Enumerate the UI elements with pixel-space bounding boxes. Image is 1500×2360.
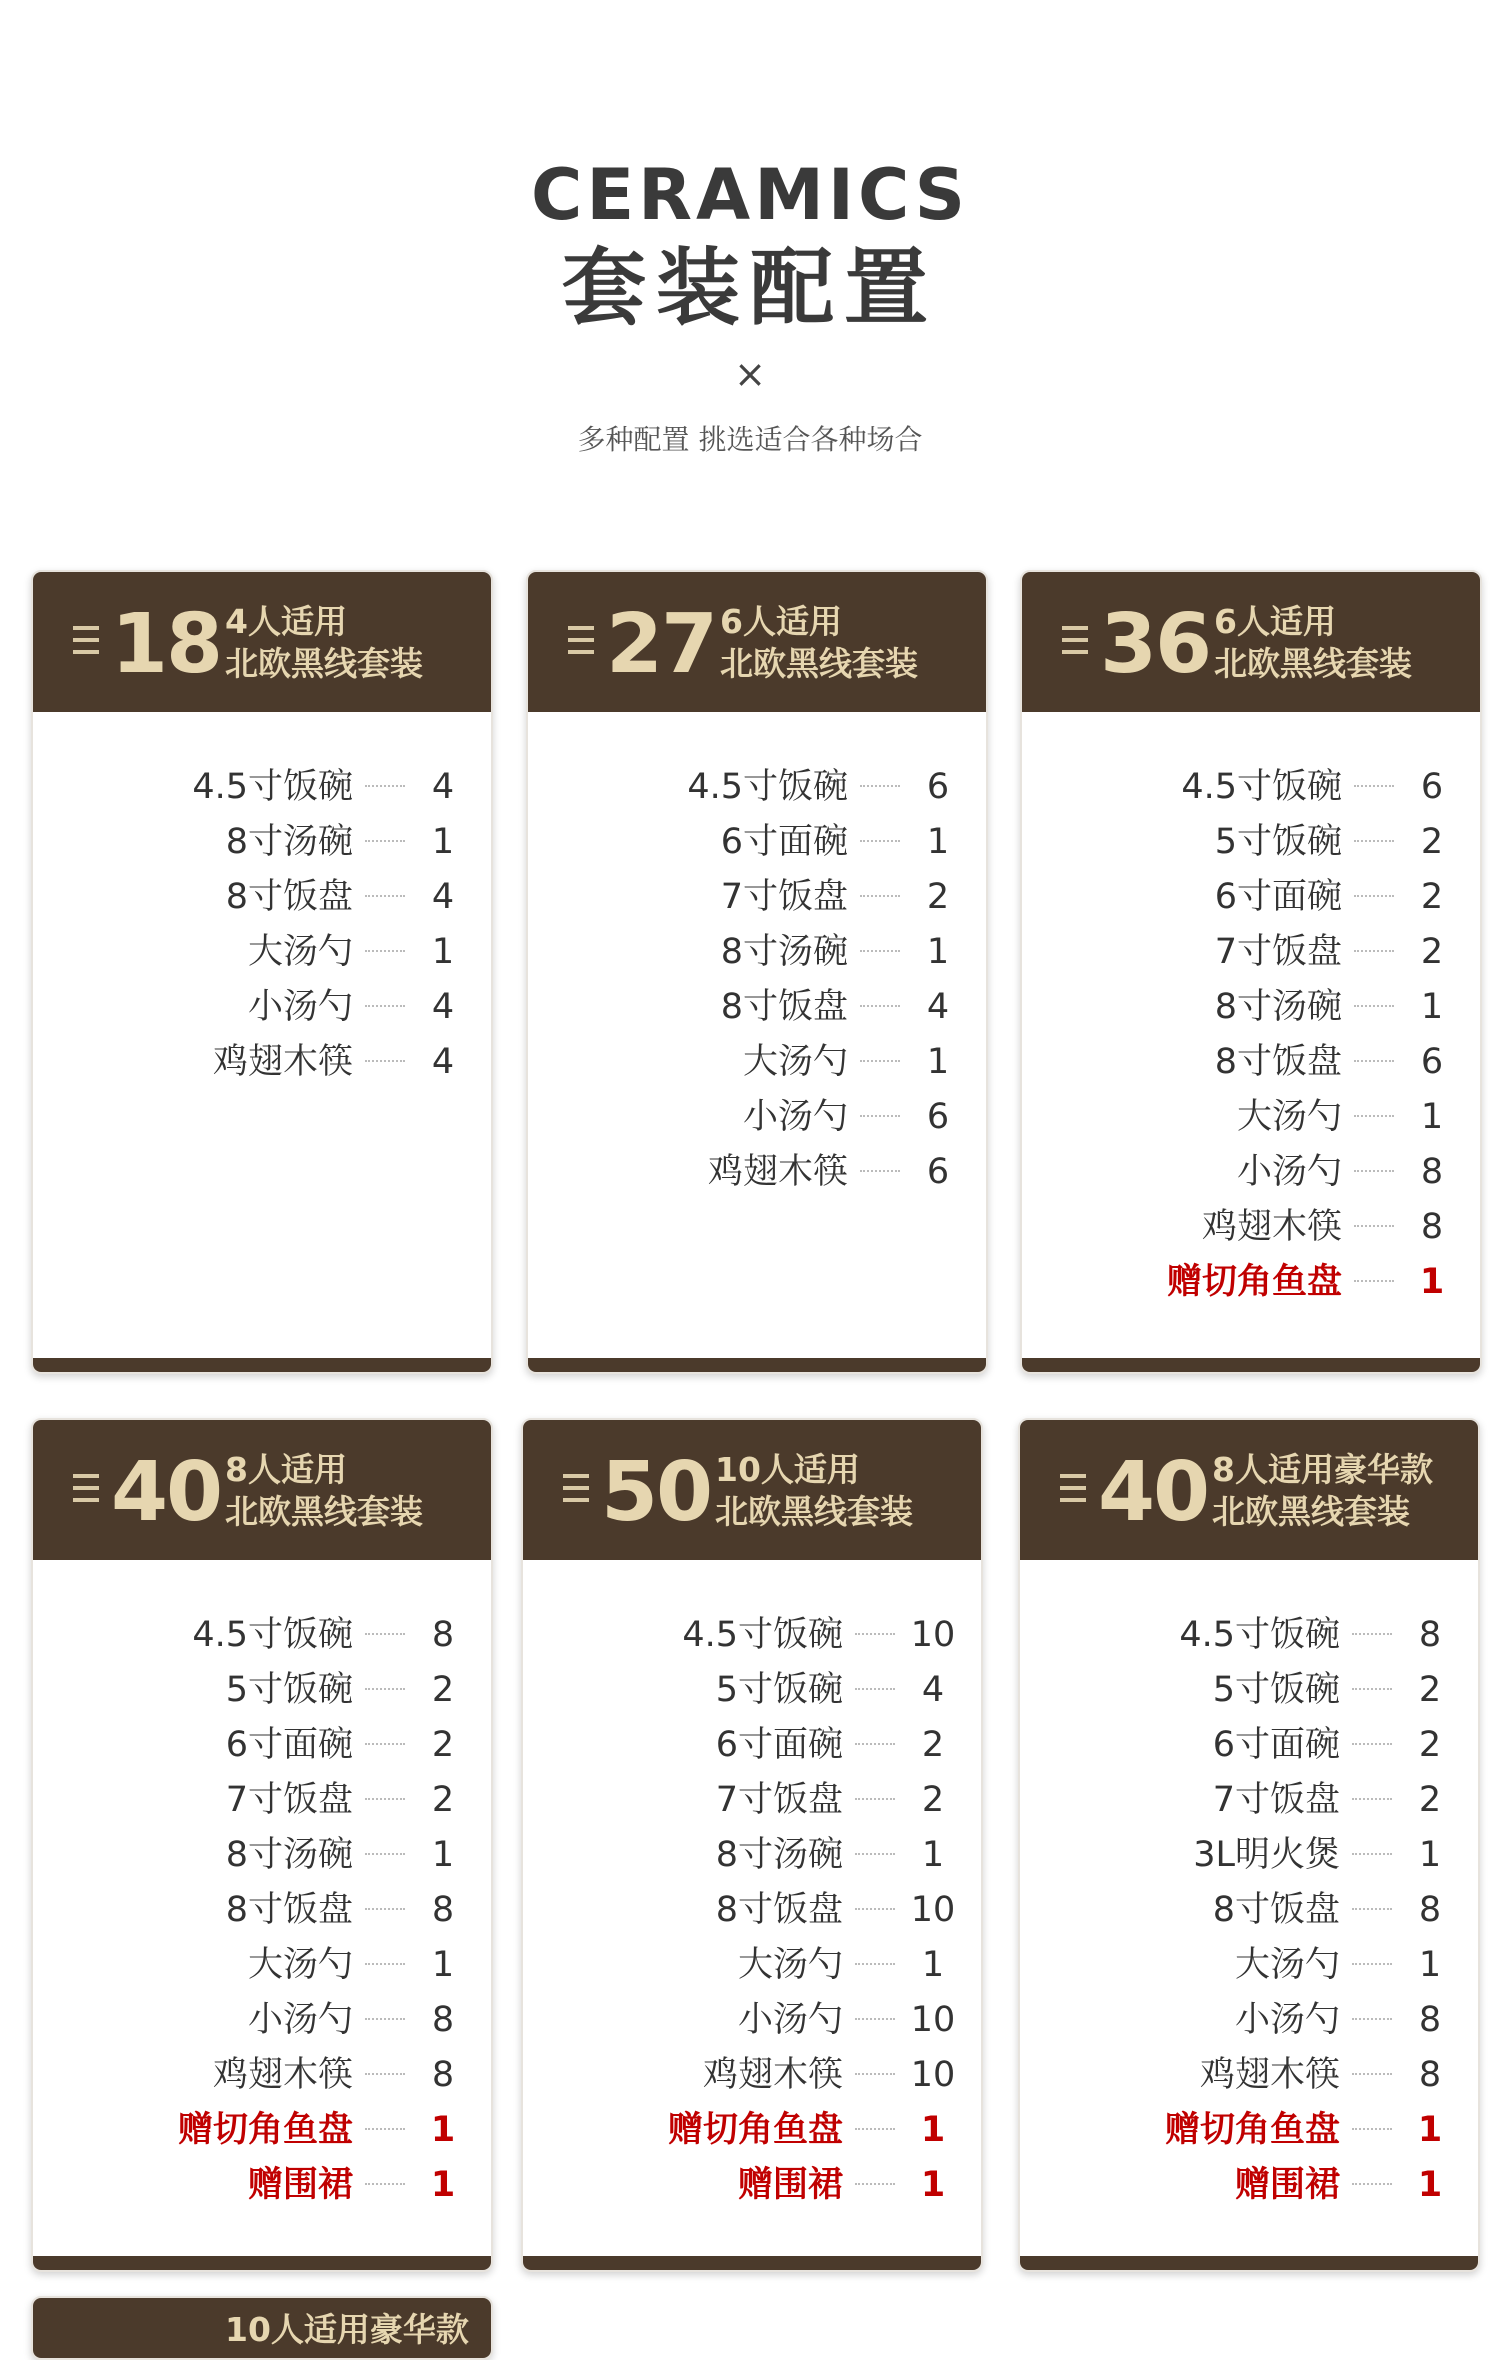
- item-name: 8寸饭盘: [225, 877, 353, 917]
- item-name: 4.5寸饭碗: [682, 1615, 843, 1655]
- gift-item-row: [523, 2105, 981, 2160]
- item-row: [523, 2050, 981, 2105]
- item-row: [33, 1037, 491, 1092]
- menu-icon: [568, 626, 594, 654]
- item-quantity: 4: [431, 987, 455, 1027]
- piece-count: 40: [1098, 1445, 1209, 1540]
- item-quantity: 2: [1418, 1780, 1442, 1820]
- item-quantity: 6: [1420, 767, 1444, 807]
- item-name: 大汤勺: [247, 1945, 353, 1985]
- item-name: 6寸面碗: [1212, 1725, 1340, 1765]
- item-name: 6寸面碗: [720, 822, 848, 862]
- item-quantity: 2: [1418, 1670, 1442, 1710]
- dot-leader: [855, 1963, 895, 1965]
- item-row: [33, 1720, 491, 1775]
- item-quantity: 1: [1417, 2165, 1443, 2205]
- item-row: [33, 1995, 491, 2050]
- menu-icon: [73, 1474, 99, 1502]
- item-name: 5寸饭碗: [225, 1670, 353, 1710]
- item-quantity: 1: [926, 932, 950, 972]
- dot-leader: [365, 2018, 405, 2020]
- dot-leader: [855, 1633, 895, 1635]
- card-set-name: 北欧黑线套装: [715, 1492, 913, 1531]
- dot-leader: [1352, 1853, 1392, 1855]
- dot-leader: [855, 2073, 895, 2075]
- dot-leader: [1354, 950, 1394, 952]
- item-name: 3L明火煲: [1193, 1835, 1340, 1875]
- item-quantity: 1: [921, 1945, 945, 1985]
- item-name: 鸡翅木筷: [707, 1152, 848, 1192]
- item-row: [1022, 817, 1480, 872]
- item-name: 鸡翅木筷: [1199, 2055, 1340, 2095]
- item-row: [523, 1665, 981, 1720]
- dot-leader: [860, 1060, 900, 1062]
- set-card: [521, 1418, 983, 2272]
- item-name: 赠切角鱼盘: [1166, 1262, 1342, 1302]
- item-name: 8寸汤碗: [720, 932, 848, 972]
- divider-mark: ×: [734, 352, 766, 396]
- item-row: [528, 1147, 986, 1202]
- item-row: [1020, 1665, 1478, 1720]
- card-header: [33, 572, 491, 712]
- item-row: [1022, 762, 1480, 817]
- item-name: 4.5寸饭碗: [192, 1615, 353, 1655]
- set-card: [31, 1418, 493, 2272]
- item-row: [528, 927, 986, 982]
- card-header: [33, 1420, 491, 1560]
- card-people-label: 8人适用豪华款: [1212, 1450, 1433, 1489]
- item-name: 8寸汤碗: [715, 1835, 843, 1875]
- card-footer-bar: [523, 2256, 981, 2270]
- dot-leader: [1352, 2183, 1392, 2185]
- item-row: [33, 817, 491, 872]
- dot-leader: [365, 2073, 405, 2075]
- item-quantity: 1: [926, 822, 950, 862]
- item-name: 4.5寸饭碗: [687, 767, 848, 807]
- item-name: 大汤勺: [247, 932, 353, 972]
- set-card: [1020, 570, 1482, 1374]
- dot-leader: [860, 785, 900, 787]
- gift-item-row: [1020, 2105, 1478, 2160]
- item-quantity: 2: [921, 1780, 945, 1820]
- item-name: 4.5寸饭碗: [192, 767, 353, 807]
- card-people-label: 6人适用: [720, 602, 842, 641]
- card-footer-bar: [33, 2256, 491, 2270]
- item-quantity: 4: [431, 877, 455, 917]
- card-people-label: 10人适用豪华款: [225, 2310, 469, 2349]
- item-name: 小汤勺: [1236, 1152, 1342, 1192]
- item-name: 大汤勺: [1234, 1945, 1340, 1985]
- item-quantity: 8: [431, 1890, 455, 1930]
- dot-leader: [855, 1908, 895, 1910]
- dot-leader: [860, 1115, 900, 1117]
- dot-leader: [365, 1853, 405, 1855]
- dot-leader: [855, 2128, 895, 2130]
- item-name: 8寸汤碗: [1214, 987, 1342, 1027]
- card-set-name: 北欧黑线套装: [225, 644, 423, 683]
- gift-item-row: [1020, 2160, 1478, 2215]
- item-quantity: 8: [431, 2055, 455, 2095]
- card-set-name: 北欧黑线套装: [1212, 1492, 1410, 1531]
- item-list: [33, 1610, 491, 2215]
- card-set-name: 北欧黑线套装: [1214, 644, 1412, 683]
- item-name: 8寸汤碗: [225, 1835, 353, 1875]
- menu-icon: [1060, 1474, 1086, 1502]
- item-row: [523, 1940, 981, 1995]
- dot-leader: [855, 1853, 895, 1855]
- dot-leader: [860, 1005, 900, 1007]
- card-people-label: 10人适用: [715, 1450, 860, 1489]
- item-name: 大汤勺: [737, 1945, 843, 1985]
- dot-leader: [365, 1060, 405, 1062]
- item-row: [33, 1610, 491, 1665]
- item-quantity: 2: [431, 1670, 455, 1710]
- dot-leader: [855, 1798, 895, 1800]
- item-name: 6寸面碗: [225, 1725, 353, 1765]
- item-row: [33, 1885, 491, 1940]
- item-row: [33, 927, 491, 982]
- piece-count: 36: [1100, 597, 1211, 692]
- item-row: [33, 2050, 491, 2105]
- item-quantity: 8: [1418, 2055, 1442, 2095]
- item-list: [33, 762, 491, 1092]
- gift-item-row: [1022, 1257, 1480, 1312]
- card-people-label: 8人适用: [225, 1450, 347, 1489]
- item-quantity: 1: [1417, 2110, 1443, 2150]
- item-name: 8寸饭盘: [1212, 1890, 1340, 1930]
- dot-leader: [855, 2018, 895, 2020]
- item-name: 鸡翅木筷: [702, 2055, 843, 2095]
- item-quantity: 1: [1419, 1262, 1445, 1302]
- item-name: 5寸饭碗: [715, 1670, 843, 1710]
- item-row: [33, 762, 491, 817]
- item-row: [1022, 1092, 1480, 1147]
- page-subtitle: 套装配置: [561, 239, 938, 337]
- item-row: [1022, 1037, 1480, 1092]
- menu-icon: [73, 626, 99, 654]
- item-quantity: 1: [430, 2110, 456, 2150]
- item-quantity: 6: [926, 1152, 950, 1192]
- item-name: 小汤勺: [247, 987, 353, 1027]
- item-quantity: 1: [1420, 1097, 1444, 1137]
- item-quantity: 8: [1420, 1152, 1444, 1192]
- item-quantity: 2: [1420, 822, 1444, 862]
- item-row: [1020, 1775, 1478, 1830]
- set-card: [1018, 1418, 1480, 2272]
- item-name: 赠切角鱼盘: [177, 2110, 353, 2150]
- dot-leader: [1352, 1908, 1392, 1910]
- item-quantity: 1: [431, 1945, 455, 1985]
- item-list: [523, 1610, 981, 2215]
- dot-leader: [1354, 840, 1394, 842]
- dot-leader: [1352, 1743, 1392, 1745]
- item-quantity: 10: [910, 2000, 956, 2040]
- dot-leader: [1352, 2018, 1392, 2020]
- item-quantity: 8: [1418, 1890, 1442, 1930]
- item-name: 7寸饭盘: [1212, 1780, 1340, 1820]
- item-name: 赠切角鱼盘: [1164, 2110, 1340, 2150]
- piece-count: 40: [111, 1445, 222, 1540]
- item-name: 6寸面碗: [1214, 877, 1342, 917]
- dot-leader: [860, 950, 900, 952]
- menu-icon: [1062, 626, 1088, 654]
- dot-leader: [1354, 1280, 1394, 1282]
- item-name: 大汤勺: [742, 1042, 848, 1082]
- dot-leader: [365, 1743, 405, 1745]
- dot-leader: [365, 895, 405, 897]
- dot-leader: [855, 2183, 895, 2185]
- piece-count: 27: [606, 597, 717, 692]
- dot-leader: [855, 1743, 895, 1745]
- item-quantity: 8: [1418, 2000, 1442, 2040]
- item-row: [523, 1830, 981, 1885]
- item-name: 4.5寸饭碗: [1179, 1615, 1340, 1655]
- set-card-partial: [31, 2296, 493, 2360]
- card-people-label: 6人适用: [1214, 602, 1336, 641]
- gift-item-row: [33, 2105, 491, 2160]
- item-row: [1020, 1720, 1478, 1775]
- item-row: [33, 872, 491, 927]
- item-row: [1022, 1147, 1480, 1202]
- card-header: [528, 572, 986, 712]
- dot-leader: [365, 2128, 405, 2130]
- dot-leader: [1352, 2128, 1392, 2130]
- item-name: 7寸饭盘: [720, 877, 848, 917]
- menu-icon: [563, 1474, 589, 1502]
- item-name: 鸡翅木筷: [212, 2055, 353, 2095]
- item-row: [1020, 1610, 1478, 1665]
- item-name: 大汤勺: [1236, 1097, 1342, 1137]
- dot-leader: [1352, 1963, 1392, 1965]
- dot-leader: [365, 1005, 405, 1007]
- card-header: [1022, 572, 1480, 712]
- item-row: [33, 1665, 491, 1720]
- item-quantity: 1: [1418, 1945, 1442, 1985]
- item-row: [528, 1092, 986, 1147]
- set-card: [526, 570, 988, 1374]
- item-name: 8寸饭盘: [715, 1890, 843, 1930]
- item-quantity: 1: [430, 2165, 456, 2205]
- item-name: 赠围裙: [1234, 2165, 1340, 2205]
- card-header: [33, 2298, 491, 2360]
- item-list: [1022, 762, 1480, 1312]
- dot-leader: [365, 1798, 405, 1800]
- card-footer-bar: [1020, 2256, 1478, 2270]
- item-row: [528, 817, 986, 872]
- item-quantity: 10: [910, 1890, 956, 1930]
- dot-leader: [855, 1688, 895, 1690]
- page-title: CERAMICS: [530, 154, 970, 236]
- item-name: 8寸汤碗: [225, 822, 353, 862]
- dot-leader: [365, 1963, 405, 1965]
- item-row: [1020, 1995, 1478, 2050]
- item-name: 8寸饭盘: [1214, 1042, 1342, 1082]
- dot-leader: [1354, 1115, 1394, 1117]
- dot-leader: [860, 895, 900, 897]
- item-quantity: 2: [1418, 1725, 1442, 1765]
- item-quantity: 8: [1418, 1615, 1442, 1655]
- item-row: [1022, 872, 1480, 927]
- item-name: 鸡翅木筷: [1201, 1207, 1342, 1247]
- item-row: [523, 1775, 981, 1830]
- item-row: [1020, 1940, 1478, 1995]
- item-name: 5寸饭碗: [1212, 1670, 1340, 1710]
- dot-leader: [1354, 785, 1394, 787]
- dot-leader: [1352, 1798, 1392, 1800]
- set-card: [31, 570, 493, 1374]
- item-row: [33, 982, 491, 1037]
- item-name: 8寸饭盘: [225, 1890, 353, 1930]
- item-row: [33, 1830, 491, 1885]
- item-quantity: 10: [910, 2055, 956, 2095]
- item-quantity: 1: [431, 932, 455, 972]
- item-list: [528, 762, 986, 1202]
- item-quantity: 2: [431, 1725, 455, 1765]
- item-quantity: 4: [431, 767, 455, 807]
- dot-leader: [860, 840, 900, 842]
- dot-leader: [1354, 1170, 1394, 1172]
- card-footer-bar: [528, 1358, 986, 1372]
- dot-leader: [860, 1170, 900, 1172]
- item-quantity: 10: [910, 1615, 956, 1655]
- dot-leader: [365, 1908, 405, 1910]
- item-name: 4.5寸饭碗: [1181, 767, 1342, 807]
- page-tagline: 多种配置 挑选适合各种场合: [577, 423, 923, 456]
- item-row: [528, 762, 986, 817]
- item-quantity: 8: [431, 2000, 455, 2040]
- item-quantity: 8: [431, 1615, 455, 1655]
- dot-leader: [365, 950, 405, 952]
- item-name: 7寸饭盘: [1214, 932, 1342, 972]
- item-quantity: 6: [926, 1097, 950, 1137]
- dot-leader: [1354, 895, 1394, 897]
- item-row: [1020, 2050, 1478, 2105]
- item-row: [523, 1995, 981, 2050]
- item-row: [523, 1720, 981, 1775]
- dot-leader: [365, 785, 405, 787]
- piece-count: 50: [601, 1445, 712, 1540]
- gift-item-row: [523, 2160, 981, 2215]
- dot-leader: [1354, 1005, 1394, 1007]
- item-quantity: 8: [1420, 1207, 1444, 1247]
- item-row: [528, 872, 986, 927]
- item-quantity: 2: [1420, 932, 1444, 972]
- item-quantity: 2: [1420, 877, 1444, 917]
- item-quantity: 1: [920, 2110, 946, 2150]
- item-quantity: 1: [921, 1835, 945, 1875]
- item-name: 6寸面碗: [715, 1725, 843, 1765]
- item-row: [1022, 1202, 1480, 1257]
- item-name: 赠围裙: [737, 2165, 843, 2205]
- item-row: [1020, 1885, 1478, 1940]
- item-name: 鸡翅木筷: [212, 1042, 353, 1082]
- item-row: [528, 982, 986, 1037]
- dot-leader: [365, 1688, 405, 1690]
- item-quantity: 4: [921, 1670, 945, 1710]
- item-row: [1022, 982, 1480, 1037]
- item-quantity: 6: [1420, 1042, 1444, 1082]
- card-set-name: 北欧黑线套装: [225, 1492, 423, 1531]
- dot-leader: [365, 1633, 405, 1635]
- item-quantity: 2: [926, 877, 950, 917]
- item-quantity: 2: [921, 1725, 945, 1765]
- item-quantity: 4: [431, 1042, 455, 1082]
- item-name: 5寸饭碗: [1214, 822, 1342, 862]
- item-quantity: 1: [920, 2165, 946, 2205]
- item-quantity: 6: [926, 767, 950, 807]
- piece-count: 18: [111, 597, 222, 692]
- item-row: [523, 1610, 981, 1665]
- item-name: 8寸饭盘: [720, 987, 848, 1027]
- card-footer-bar: [33, 1358, 491, 1372]
- card-set-name: 北欧黑线套装: [720, 644, 918, 683]
- card-header: [523, 1420, 981, 1560]
- gift-item-row: [33, 2160, 491, 2215]
- item-quantity: 1: [1418, 1835, 1442, 1875]
- dot-leader: [1354, 1225, 1394, 1227]
- card-footer-bar: [1022, 1358, 1480, 1372]
- dot-leader: [1352, 1688, 1392, 1690]
- item-name: 7寸饭盘: [225, 1780, 353, 1820]
- item-row: [523, 1885, 981, 1940]
- dot-leader: [365, 2183, 405, 2185]
- dot-leader: [1354, 1060, 1394, 1062]
- card-people-label: 4人适用: [225, 602, 347, 641]
- item-name: 赠围裙: [247, 2165, 353, 2205]
- dot-leader: [365, 840, 405, 842]
- dot-leader: [1352, 2073, 1392, 2075]
- item-name: 7寸饭盘: [715, 1780, 843, 1820]
- item-name: 赠切角鱼盘: [667, 2110, 843, 2150]
- item-row: [528, 1037, 986, 1092]
- item-name: 小汤勺: [737, 2000, 843, 2040]
- item-name: 小汤勺: [1234, 2000, 1340, 2040]
- item-quantity: 1: [431, 822, 455, 862]
- item-row: [1022, 927, 1480, 982]
- item-quantity: 1: [1420, 987, 1444, 1027]
- item-list: [1020, 1610, 1478, 2215]
- item-quantity: 1: [926, 1042, 950, 1082]
- item-row: [1020, 1830, 1478, 1885]
- dot-leader: [1352, 1633, 1392, 1635]
- item-quantity: 1: [431, 1835, 455, 1875]
- item-name: 小汤勺: [742, 1097, 848, 1137]
- card-header: [1020, 1420, 1478, 1560]
- item-name: 小汤勺: [247, 2000, 353, 2040]
- item-row: [33, 1940, 491, 1995]
- item-quantity: 2: [431, 1780, 455, 1820]
- item-quantity: 4: [926, 987, 950, 1027]
- item-row: [33, 1775, 491, 1830]
